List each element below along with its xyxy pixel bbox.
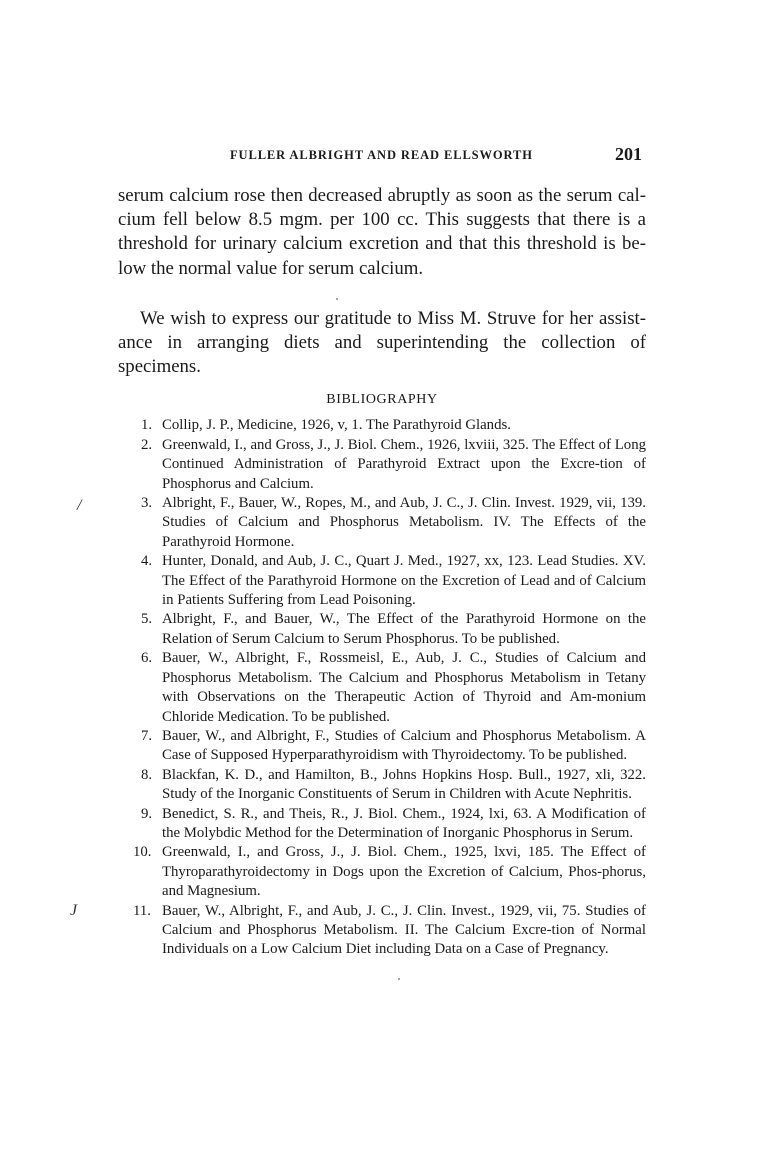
entry-text: Bauer, W., and Albright, F., Studies of Calcium and Phosphorus Metabolism. A Case of Supposed Hyperparathyroidism with Thyroidectomy. To be published. xyxy=(162,727,646,764)
bibliography-entry xyxy=(118,727,646,766)
entry-number: 1. xyxy=(141,417,153,434)
bibliography-heading: BIBLIOGRAPHY xyxy=(326,392,438,408)
bibliography-entry xyxy=(118,552,646,610)
entry-number: 11. xyxy=(133,902,151,919)
paper-speck xyxy=(398,978,400,980)
entry-number: 5. xyxy=(141,611,153,628)
running-title: FULLER ALBRIGHT AND READ ELLSWORTH xyxy=(230,148,533,162)
bibliography-entry xyxy=(118,416,646,435)
entry-number: 8. xyxy=(141,766,153,783)
entry-number: 7. xyxy=(141,727,153,744)
bibliography-entry xyxy=(118,843,646,901)
bibliography-entry xyxy=(118,610,646,649)
page-number: 201 xyxy=(615,144,642,164)
acknowledgment-paragraph: We wish to express our gratitude to Miss M. Struve for her assist-ance in arranging diets and superintending the collection of specimens. xyxy=(118,307,646,378)
entry-text: Collip, J. P., Medicine, 1926, v, 1. The Parathyroid Glands. xyxy=(162,417,511,434)
bibliography-entry xyxy=(118,649,646,727)
bibliography-entry xyxy=(118,436,646,494)
entry-text: Albright, F., Bauer, W., Ropes, M., and Aub, J. C., J. Clin. Invest. 1929, vii, 139. Studies of Calcium and Phosphorus Metabolism. IV. The Effects of the Parathyroid Hormone. xyxy=(162,495,646,550)
bibliography-list xyxy=(70,416,646,959)
bibliography-entry: / 3. Albright, F., Bauer, W., Ropes, M., and Aub, J. C., J. Clin. Invest. 1929, vii, 139. Studies of Calcium and Phosphorus Metabolism. IV. The Effects of the Parathyroid Hormone. xyxy=(77,495,646,550)
entry-number: 3. xyxy=(141,495,153,512)
entry-text: Hunter, Donald, and Aub, J. C., Quart J. Med., 1927, xx, 123. Lead Studies. XV. The Effect of the Parathyroid Hormone on the Excretion of Lead and of Calcium in Patients Suffering from Lead Poisoning. xyxy=(162,553,646,609)
entry-number: 10. xyxy=(133,844,152,861)
running-header xyxy=(118,140,646,170)
entry-text: Bauer, W., Albright, F., Rossmeisl, E., Aub, J. C., Studies of Calcium and Phosphorus Metabolism. The Calcium and Phosphorus Metabolism in Tetany with Observations on the Therapeutic Action of Thyroid and Am-monium Chloride Medication. To be published. xyxy=(162,650,646,725)
paper-speck xyxy=(336,298,338,300)
entry-text: Blackfan, K. D., and Hamilton, B., Johns Hopkins Hosp. Bull., 1927, xli, 322. Study of the Inorganic Constituents of Serum in Children with Acute Nephritis. xyxy=(162,766,646,803)
entry-text: Bauer, W., Albright, F., and Aub, J. C., J. Clin. Invest., 1929, vii, 75. Studies of Calcium and Phosphorus Metabolism. II. The Calcium Excre-tion of Normal Individuals on a Low Calcium Diet including Data on a Case of Pregnancy. xyxy=(162,902,646,958)
entry-number: 4. xyxy=(141,553,153,570)
bibliography-entry: J 11. Bauer, W., Albright, F., and Aub, J. C., J. Clin. Invest., 1929, vii, 75. Studies of Calcium and Phosphorus Metabolism. II. The Calcium Excre-tion of Normal Individuals on a Low Calcium Diet including Data on a Case of Pregnancy. xyxy=(70,901,646,958)
body-paragraph: serum calcium rose then decreased abruptly as soon as the serum cal-cium fell below 8.5 mgm. per 100 cc. This suggests that there is a threshold for urinary calcium excretion and that this threshold is be-low the normal value for serum calcium. xyxy=(118,185,646,279)
entry-number: 6. xyxy=(141,650,153,667)
entry-text: Albright, F., and Bauer, W., The Effect of the Parathyroid Hormone on the Relation of Serum Calcium to Serum Phosphorus. To be published. xyxy=(162,611,646,647)
entry-text: Greenwald, I., and Gross, J., J. Biol. Chem., 1925, lxvi, 185. The Effect of Thyroparathyroidectomy in Dogs upon the Excretion of Calcium, Phos-phorus, and Magnesium. xyxy=(162,844,646,900)
entry-text: Benedict, S. R., and Theis, R., J. Biol. Chem., 1924, lxi, 63. A Modification of the Molybdic Method for the Determination of Inorganic Phosphorus in Serum. xyxy=(162,805,646,841)
entry-number: 9. xyxy=(141,805,153,822)
bibliography-entry xyxy=(118,805,646,844)
bibliography-entry xyxy=(118,766,646,805)
entry-number: 2. xyxy=(141,436,153,453)
page xyxy=(70,140,646,960)
entry-text: Greenwald, I., and Gross, J., J. Biol. Chem., 1926, lxviii, 325. The Effect of Long Continued Administration of Parathyroid Extract upon the Excre-tion of Phosphorus and Calcium. xyxy=(162,436,646,492)
